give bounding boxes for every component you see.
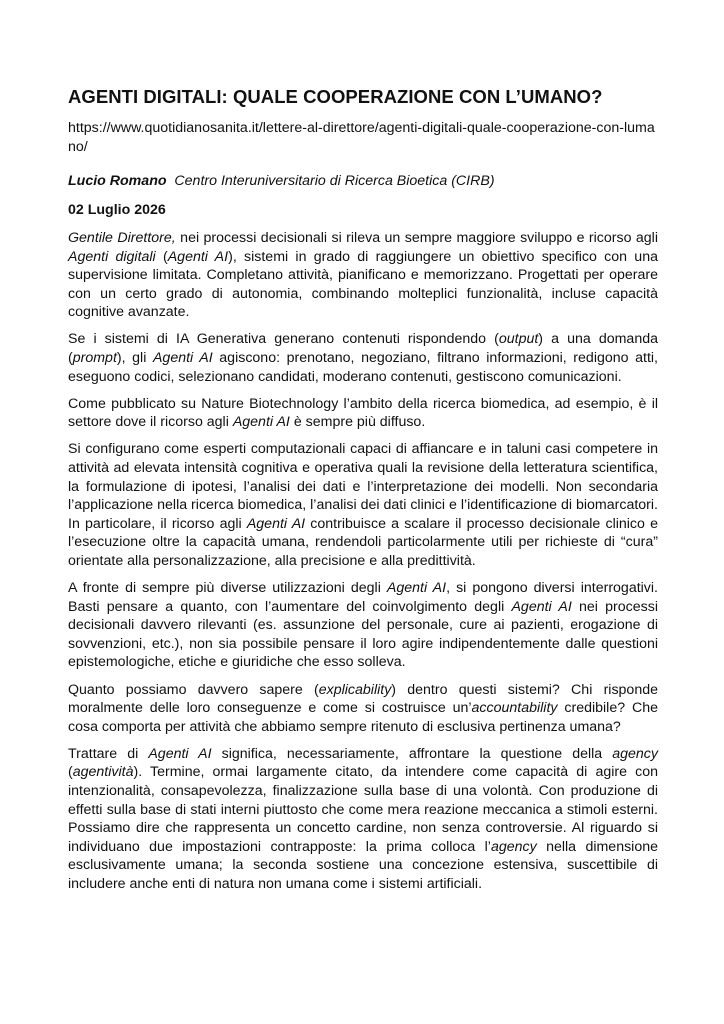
- author-affiliation: Centro Interuniversitario di Ricerca Bioetica (CIRB): [174, 173, 495, 189]
- body-paragraph: [68, 395, 658, 432]
- italic-run: Agenti digitali: [68, 248, 156, 265]
- italic-run: agency: [612, 745, 658, 762]
- article-url: https://www.quotidianosanita.it/lettere-al-direttore/agenti-digitali-quale-cooperazione-con-lumano/: [68, 120, 655, 155]
- text-run: nella dimensione esclusivamente umana; la seconda sostiene una concezione estensiva, suscettibile di includere anche enti di natura non umana come i sistemi artificiali.: [68, 838, 659, 892]
- text-run: Come pubblicato su Nature Biotechnology l’ambito della ricerca biomedica, ad esempio, è il settore dove il ricorso agli: [68, 395, 658, 431]
- body-paragraph: [68, 579, 658, 672]
- text-run: credibile? Che cosa comporta per attività che abbiamo sempre ritenuto di esclusiva pertinenza umana?: [68, 700, 658, 735]
- text-run: ) dentro questi sistemi? Chi risponde moralmente delle loro conseguenze e come si costruisce un’: [68, 681, 658, 717]
- italic-run: Gentile Direttore,: [68, 230, 176, 246]
- text-run: , si pongono diversi interrogativi. Basti pensare a quanto, con l’aumentare del coinvolgimento degli: [68, 580, 658, 615]
- author-line: [68, 172, 658, 191]
- italic-run: output: [498, 331, 539, 348]
- text-run: Trattare di: [68, 745, 149, 762]
- text-run: Si configurano come esperti computazionali capaci di affiancare e in taluni casi competere in attività ad elevata intensità cognitiva e operativa quali la revisione della letteratura scientifica, la formulazione di ipotesi, l’analisi dei dati e l’interpretazione dei modelli. Non secondaria l’applicazione nella ricerca biomedica, l’analisi dei dati clinici e l’identificazione di biomarcatori. In particolare, il ricorso agli: [68, 441, 658, 532]
- text-run: Quanto possiamo davvero sapere (: [68, 681, 319, 698]
- text-run: Se i sistemi di IA Generativa generano contenuti rispondendo (: [68, 331, 499, 348]
- italic-run: agentività: [72, 764, 134, 781]
- article-date: 02 Luglio 2026: [68, 201, 166, 218]
- text-run: ), sistemi in grado di raggiungere un obiettivo specifico con una supervisione limitata. Completano attività, pianificano e memorizzano. Progettati per operare con un certo grado di autonomia, combinando molteplici funzionalità, incluse capacità cognitive avanzate.: [68, 248, 658, 321]
- italic-run: Agenti AI: [152, 350, 213, 367]
- italic-run: Agenti AI: [148, 745, 212, 762]
- italic-run: agency: [490, 838, 537, 855]
- text-run: è sempre più diffuso.: [289, 414, 426, 431]
- text-run: significa, necessariamente, affrontare la questione della: [211, 745, 613, 762]
- text-run: A fronte di sempre più diverse utilizzazioni degli: [68, 580, 387, 597]
- italic-run: Agenti AI: [232, 414, 290, 431]
- body-paragraph: [68, 229, 658, 322]
- body-paragraph: [68, 745, 658, 894]
- italic-run: Agenti AI: [511, 598, 572, 615]
- text-run: nei processi decisionali davvero rilevanti (es. assunzione del personale, cure ai pazienti, erogazione di sovvenzioni, etc.), non sia possibile pensare il loro agire indipendentemente dalle questioni epistemologiche, etiche e giuridiche che esso solleva.: [68, 598, 658, 671]
- author-name: Lucio Romano: [68, 173, 167, 189]
- article-title: AGENTI DIGITALI: QUALE COOPERAZIONE CON L’UMANO?: [68, 86, 603, 107]
- text-run: (: [68, 764, 73, 781]
- italic-run: Agenti AI: [167, 248, 229, 265]
- italic-run: Agenti AI: [386, 580, 447, 597]
- document-page: [68, 86, 658, 902]
- body-paragraph: [68, 440, 658, 570]
- italic-run: prompt: [72, 350, 117, 367]
- text-run: (: [155, 248, 168, 265]
- text-run: ). Termine, ormai largamente citato, da intendere come capacità di agire con intenzionalità, consapevolezza, finalizzazione sulla base di una volontà. Con produzione di effetti sulla base di stati interni piuttosto che come mera reazione meccanica a stimoli esterni. Possiamo dire che rappresenta un concetto cardine, non senza controversie. Al riguardo si individuano due impostazioni contrapposte: la prima colloca l’: [68, 764, 658, 855]
- body-paragraph: [68, 681, 658, 737]
- text-run: contribuisce a scalare il processo decisionale clinico e l’esecuzione oltre la capacità umana, rendendoli particolarmente utili per richieste di “cura” orientate alla personalizzazione, alla precisione e alla predittività.: [68, 515, 658, 569]
- body-paragraph: [68, 330, 658, 386]
- article-body: [68, 229, 658, 894]
- text-run: agiscono: prenotano, negoziano, filtrano informazioni, redigono atti, eseguono codici, selezionano candidati, moderano contenuti, gestiscono comunicazioni.: [68, 350, 658, 385]
- text-run: nei processi decisionali si rileva un sempre maggiore sviluppo e ricorso agli: [175, 230, 658, 246]
- italic-run: accountability: [471, 700, 558, 717]
- italic-run: Agenti AI: [246, 515, 306, 532]
- italic-run: explicability: [318, 681, 392, 698]
- text-run: ), gli: [116, 350, 153, 367]
- text-run: ) a una domanda (: [68, 331, 658, 367]
